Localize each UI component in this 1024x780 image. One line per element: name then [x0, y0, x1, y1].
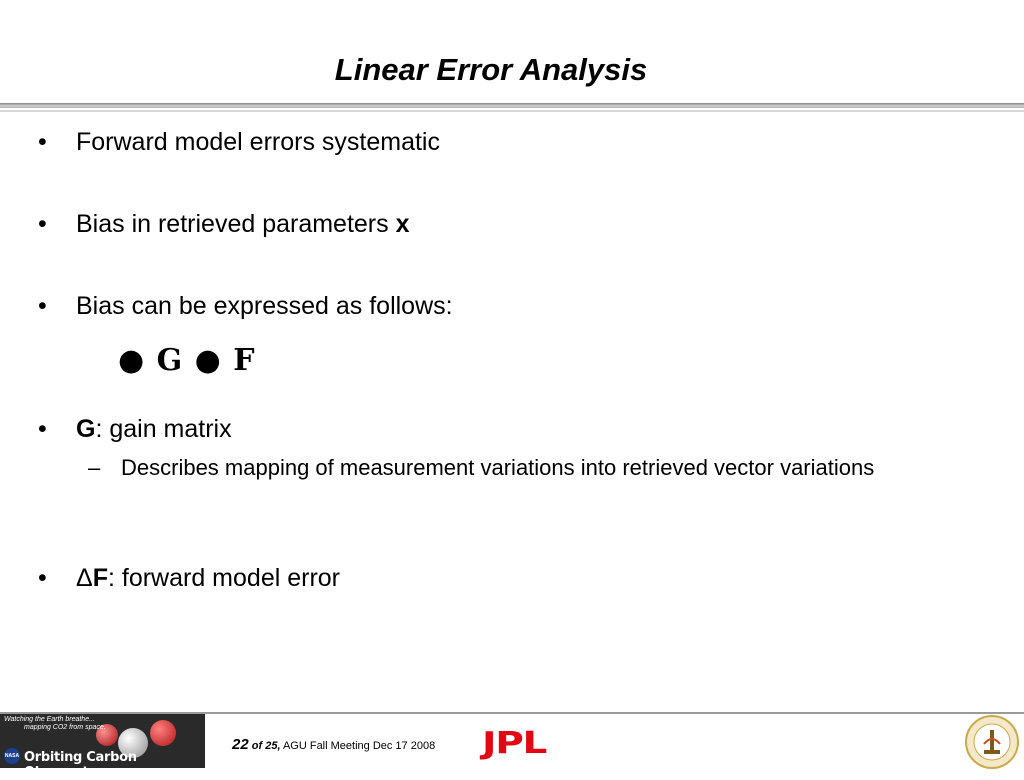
bullet-marker: •: [38, 564, 47, 592]
slide-title: Linear Error Analysis: [334, 52, 648, 87]
gain-symbol: G: [76, 415, 96, 443]
caltech-seal-icon: [964, 714, 1020, 768]
logo-tagline: Watching the Earth breathe...: [4, 716, 95, 723]
bias-equation: ● G ● F: [118, 343, 256, 378]
bullet-bold-x: x: [395, 210, 410, 238]
page-number: 22: [232, 736, 249, 753]
of-label: of: [251, 740, 263, 752]
bullet-gain-matrix: [38, 415, 232, 444]
bullet-marker: •: [38, 415, 47, 443]
bullet-text: Forward model errors systematic: [76, 128, 440, 156]
bullet-bias-retrieved: [38, 210, 410, 239]
footer-page-info: [232, 736, 435, 753]
bullet-text: Bias in retrieved parameters: [76, 210, 396, 238]
logo-tagline-2: mapping CO2 from space.: [24, 724, 106, 731]
title-divider-shadow: [0, 110, 1024, 112]
total-pages: 25,: [265, 740, 281, 752]
f-symbol: F: [92, 564, 108, 592]
bullet-bias-expressed: [38, 292, 453, 321]
oco-logo: [0, 714, 205, 780]
jpl-logo: JPL: [482, 726, 547, 761]
bullet-marker: •: [38, 210, 47, 238]
sub-bullet-marker: –: [88, 455, 101, 480]
sub-bullet-gain-description: [88, 453, 980, 483]
bullet-forward-model-error: [38, 564, 340, 593]
event-name: AGU Fall Meeting Dec 17 2008: [282, 740, 436, 752]
molecule-red-ball: [150, 720, 176, 746]
bullet-text: Bias can be expressed as follows:: [76, 292, 453, 320]
logo-name: Orbiting Carbon Observatory: [24, 750, 137, 780]
bullet-forward-model: [38, 128, 440, 157]
title-divider: [0, 103, 1024, 108]
delta-symbol: Δ: [76, 564, 93, 592]
nasa-logo: NASA: [4, 748, 20, 764]
bullet-marker: •: [38, 128, 47, 156]
sub-bullet-text: Describes mapping of measurement variations into retrieved vector variations: [121, 455, 875, 480]
bullet-text: : gain matrix: [95, 415, 232, 443]
bullet-marker: •: [38, 292, 47, 320]
bullet-text: : forward model error: [107, 564, 341, 592]
